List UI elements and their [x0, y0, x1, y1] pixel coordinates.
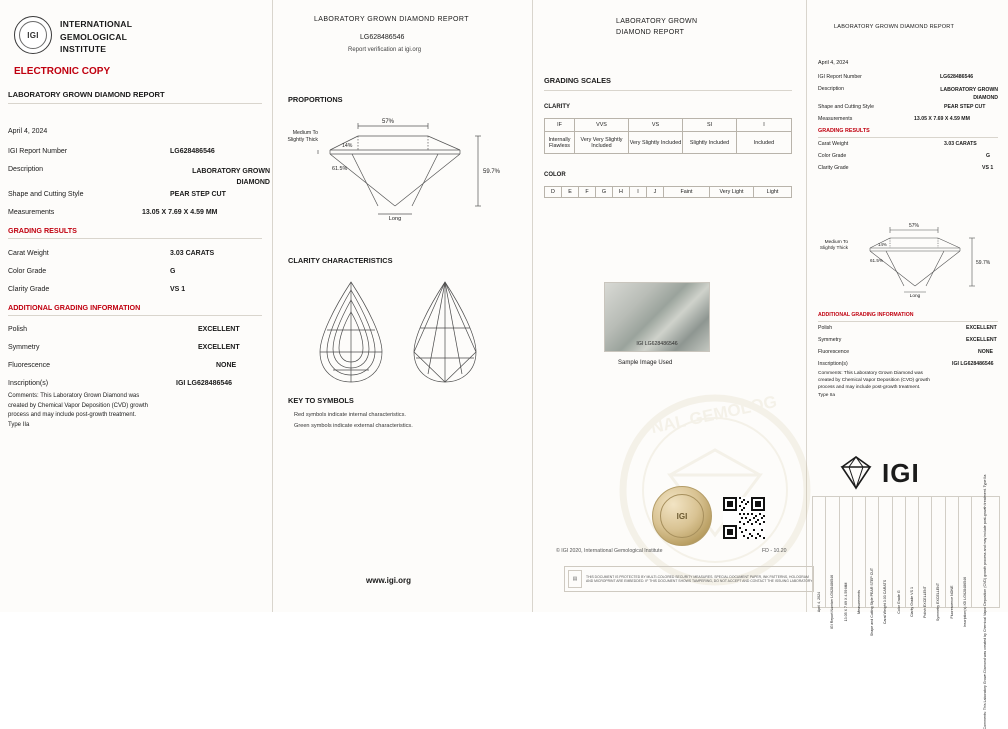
clarity-code-i: I [736, 118, 792, 132]
svg-text:Long: Long [388, 216, 402, 222]
value4-shape: PEAR STEP CUT [944, 104, 986, 110]
report-title-panel1: LABORATORY GROWN DIAMOND REPORT [8, 90, 165, 99]
sample-inscription-text: IGI LG628486546 [636, 341, 678, 347]
proportions-diagram [300, 110, 510, 220]
igi-diamond-icon [836, 452, 876, 492]
security-footer-text: THIS DOCUMENT IS PROTECTED BY MULTI-COLORED SECURITY MEASURES. SPECIAL DOCUMENT PAPER, INK PATTERNS, HOLOGRAM AND MICROPRINT ARE EMBEDDED. IF THIS DOCUMENT SHOWS TAMPERING, DO NOT ACCEPT AND CONTACT THE ISSUING LABORATORY. [586, 574, 814, 583]
security-icon: ▤ [568, 570, 582, 588]
strip-text-9: Symmetry EXCELLENT [936, 582, 941, 622]
clarity-characteristics-title: CLARITY CHARACTERISTICS [288, 256, 393, 265]
color-code-e: E [561, 186, 578, 198]
label4-carat: Carat Weight [818, 141, 849, 147]
label-inscription: Inscription(s) [8, 380, 49, 387]
girdle-label-panel2: Medium To Slightly Thick [287, 130, 318, 143]
key-to-symbols-title: KEY TO SYMBOLS [288, 396, 354, 405]
rule4-2 [818, 321, 998, 322]
value-shape: PEAR STEP CUT [170, 191, 226, 198]
value4-measurements: 13.05 X 7.69 X 4.59 MM [914, 116, 970, 122]
key-line-green: Green symbols indicate external characteristics. [294, 423, 413, 429]
proportions-title: PROPORTIONS [288, 95, 343, 104]
clarity-code-vvs: VVS [574, 118, 628, 132]
svg-text:57%: 57% [908, 223, 920, 229]
grading-scales-title: GRADING SCALES [544, 76, 611, 85]
label-fluorescence: Fluorescence [8, 362, 51, 369]
strip-text-6: Color Grade G [896, 590, 901, 614]
institute-name-line3: INSTITUTE [60, 44, 107, 54]
color-desc-very-light: Very Light [709, 186, 753, 198]
rule-2 [8, 238, 262, 239]
doc-code: FD - 10.20 [762, 548, 787, 554]
value-polish: EXCELLENT [198, 326, 240, 333]
clarity-plot-crown [306, 278, 396, 388]
label4-clarity: Clarity Grade [818, 165, 849, 171]
clarity-code-si: SI [682, 118, 736, 132]
value4-symmetry: EXCELLENT [966, 337, 997, 343]
color-desc-light: Light [753, 186, 792, 198]
svg-text:61.5%: 61.5% [332, 166, 348, 172]
value4-color: G [986, 153, 991, 159]
rule-1 [8, 103, 262, 104]
strip-text-8: Polish EXCELLENT [923, 586, 928, 618]
value4-description: LABORATORY GROWN DIAMOND [940, 87, 998, 101]
additional-info-title: ADDITIONAL GRADING INFORMATION [8, 303, 141, 312]
label-carat: Carat Weight [8, 250, 49, 257]
comments-panel1: Comments: This Laboratory Grown Diamond was created by Chemical Vapor Deposition (CVD) growth process and may include post-growth treatment. Type IIa [8, 393, 148, 428]
panel-divider-1 [272, 0, 273, 612]
color-scale-label: COLOR [544, 172, 566, 178]
panel-divider-2 [532, 0, 533, 612]
clarity-desc-vs: Very Slightly Included [628, 132, 682, 154]
panel-divider-3 [806, 0, 807, 612]
clarity-desc-i: Included [736, 132, 792, 154]
clarity-scale-label: CLARITY [544, 104, 570, 110]
label4-description: Description [818, 86, 844, 92]
strip-col-2 [840, 497, 853, 622]
strip-col-8 [919, 497, 932, 618]
svg-text:59.7%: 59.7% [483, 169, 501, 175]
label-measurements: Measurements [8, 209, 55, 216]
value-fluorescence: NONE [216, 362, 237, 369]
label-symmetry: Symmetry [8, 344, 40, 351]
strip-col-10 [946, 497, 959, 619]
label4-report-number: IGI Report Number [818, 74, 862, 80]
color-code-d: D [544, 186, 561, 198]
label-clarity: Clarity Grade [8, 286, 50, 293]
grading-results-title: GRADING RESULTS [8, 226, 77, 235]
strip-text-11: Inscription(s) IGI LG628486546 [962, 576, 967, 628]
value4-inscription: IGI LG628486546 [952, 361, 994, 367]
svg-text:14%: 14% [878, 242, 887, 247]
value-report-number: LG628486546 [170, 148, 215, 155]
website-footer: www.igi.org [366, 576, 412, 585]
report-date-panel4: April 4, 2024 [818, 60, 849, 66]
color-code-j: J [646, 186, 663, 198]
rule-grading-scales [544, 90, 792, 91]
clarity-desc-vvs: Very Very Slightly Included [574, 132, 628, 154]
security-footer-note [564, 566, 814, 592]
key-line-red: Red symbols indicate internal characteristics. [294, 412, 406, 418]
gold-seal-icon [652, 486, 712, 546]
strip-col-6 [893, 497, 906, 614]
value-color: G [170, 268, 176, 275]
strip-text-0: April 4, 2024 [817, 591, 822, 613]
igi-logo-text: IGI [19, 21, 47, 49]
strip-text-1: IGI Report Number LG628486546 [830, 574, 835, 630]
strip-text-10: Fluorescence NONE [949, 585, 954, 619]
value-inscription: IGI LG628486546 [176, 380, 233, 387]
igi-brand-logo [836, 452, 920, 497]
clarity-code-vs: VS [628, 118, 682, 132]
label4-fluorescence: Fluorescence [818, 349, 850, 355]
value4-carat: 3.03 CARATS [944, 141, 977, 147]
sample-image-caption: Sample Image Used [618, 360, 673, 366]
label4-color: Color Grade [818, 153, 847, 159]
qr-code[interactable] [723, 497, 765, 539]
color-code-f: F [578, 186, 595, 198]
gold-seal-text: IGI [660, 494, 704, 538]
strip-col-5 [879, 497, 892, 625]
report-title-panel4: LABORATORY GROWN DIAMOND REPORT [834, 24, 955, 30]
strip-col-3 [853, 497, 866, 614]
label-description: Description [8, 166, 44, 173]
label4-inscription: Inscription(s) [818, 361, 848, 367]
label4-polish: Polish [818, 325, 833, 331]
clarity-desc-if: Internally Flawless [544, 132, 574, 154]
report-number-panel2: LG628486546 [360, 34, 405, 41]
color-code-g: G [595, 186, 612, 198]
rule-3 [8, 315, 262, 316]
value-measurements: 13.05 X 7.69 X 4.59 MM [142, 209, 218, 216]
grading-results-title-4: GRADING RESULTS [818, 128, 870, 134]
institute-name [60, 18, 132, 56]
comments-panel4: Comments: This Laboratory Grown Diamond was created by Chemical Vapor Deposition (CVD) growth process and may include post-growth treatment. Type IIa [818, 371, 930, 398]
girdle-label-panel4: Medium To Slightly Thick [819, 240, 848, 251]
clarity-desc-si: Slightly Included [682, 132, 736, 154]
sample-diamond-image [604, 282, 710, 352]
copyright-text: © IGI 2020, International Gemological Institute [556, 548, 663, 554]
color-code-i: I [629, 186, 646, 198]
value-description: LABORATORY GROWN DIAMOND [192, 168, 270, 186]
strip-col-11 [959, 497, 972, 628]
svg-text:NAL GEMOLOG: NAL GEMOLOG [649, 392, 779, 438]
value4-clarity: VS 1 [982, 165, 994, 171]
strip-col-12 [972, 474, 999, 729]
value-carat: 3.03 CARATS [170, 250, 215, 257]
clarity-scale-table [544, 118, 792, 154]
svg-text:59.7%: 59.7% [976, 260, 991, 266]
report-title-panel3: LABORATORY GROWN DIAMOND REPORT [616, 18, 698, 36]
color-scale-table [544, 186, 792, 198]
institute-name-line1: INTERNATIONAL [60, 19, 133, 29]
color-desc-faint: Faint [663, 186, 709, 198]
value-clarity: VS 1 [170, 286, 186, 293]
proportions-diagram-panel4 [848, 218, 991, 299]
svg-text:61.5%: 61.5% [870, 258, 884, 263]
igi-brand-text: IGI [882, 458, 920, 488]
color-code-h: H [612, 186, 629, 198]
strip-text-3: Measurements [856, 590, 861, 614]
strip-text-4: Shape and Cutting Style PEAR STEP CUT [870, 567, 875, 637]
vertical-data-strip [812, 474, 1000, 729]
value-symmetry: EXCELLENT [198, 344, 240, 351]
institute-name-line2: GEMOLOGICAL [60, 31, 128, 42]
value4-report-number: LG628486546 [940, 74, 974, 80]
label-report-number: IGI Report Number [8, 148, 68, 155]
clarity-plot-pavilion [400, 278, 490, 388]
strip-col-4 [866, 497, 879, 637]
svg-text:14%: 14% [342, 143, 353, 149]
strip-text-12: Comments: This Laboratory Grown Diamond was created by Chemical Vapor Deposition (CVD) growth process and may include post-growth treatment. Type IIa [983, 474, 988, 729]
svg-text:Long: Long [909, 294, 921, 299]
value4-polish: EXCELLENT [966, 325, 997, 331]
strip-col-7 [906, 497, 919, 617]
strip-text-2: 13.05 X 7.69 X 4.59 MM [843, 582, 848, 622]
strip-col-1 [826, 497, 839, 630]
electronic-copy-label: ELECTRONIC COPY [14, 66, 111, 77]
verification-note: Report verification at igi.org [348, 47, 422, 53]
clarity-code-if: IF [544, 118, 574, 132]
report-title-panel2: LABORATORY GROWN DIAMOND REPORT [314, 16, 469, 23]
report-date-panel1: April 4, 2024 [8, 128, 48, 135]
label4-symmetry: Symmetry [818, 337, 842, 343]
label4-shape: Shape and Cutting Style [818, 104, 874, 110]
label4-measurements: Measurements [818, 116, 853, 122]
label-polish: Polish [8, 326, 28, 333]
strip-text-7: Clarity Grade VS 1 [909, 587, 914, 617]
additional-info-title-4: ADDITIONAL GRADING INFORMATION [818, 312, 914, 318]
igi-logo-icon [14, 16, 52, 54]
label-color: Color Grade [8, 268, 47, 275]
strip-text-5: Carat Weight 3.03 CARATS [883, 579, 888, 625]
rule4-1 [818, 137, 998, 138]
strip-col-9 [932, 497, 945, 622]
value4-fluorescence: NONE [978, 349, 993, 355]
svg-text:57%: 57% [381, 119, 395, 125]
label-shape: Shape and Cutting Style [8, 191, 84, 198]
strip-col-0 [813, 497, 826, 613]
